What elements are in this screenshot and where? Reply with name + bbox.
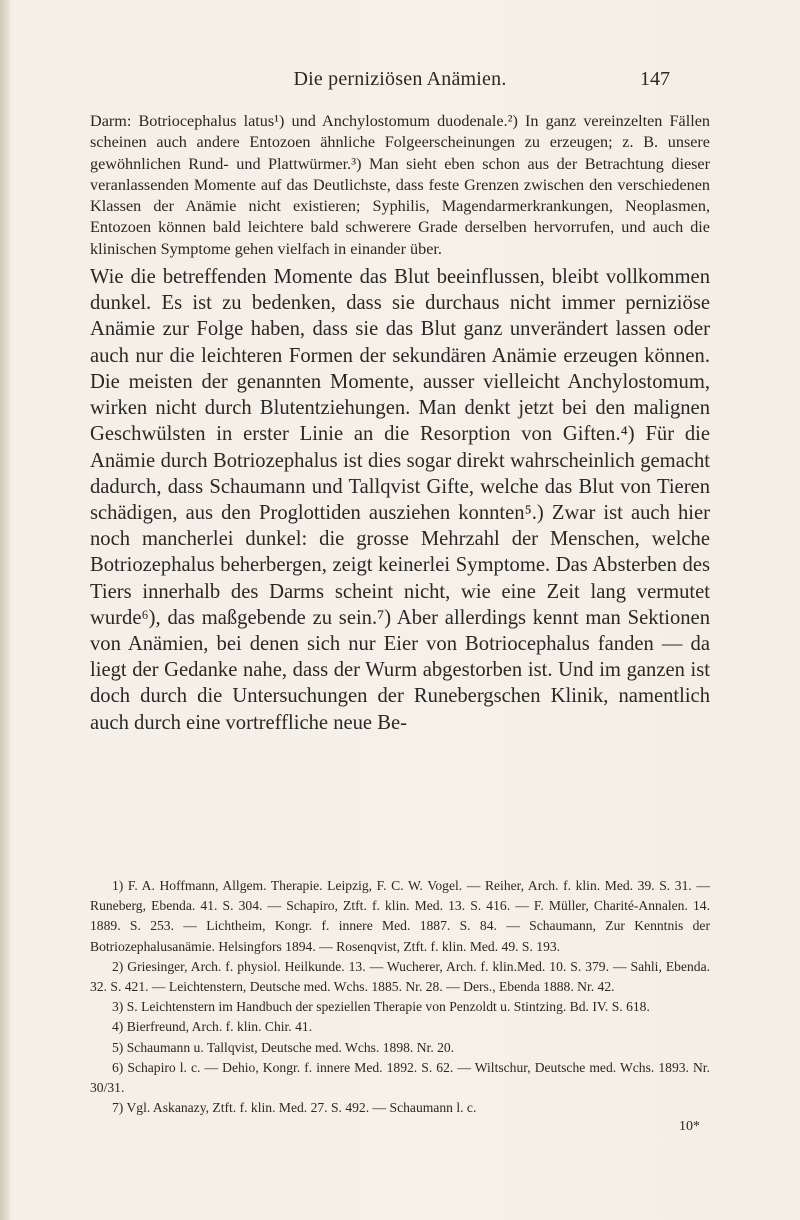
footnote-1: 1) F. A. Hoffmann, Allgem. Therapie. Leipzig, F. C. W. Vogel. — Reiher, Arch. f. klin. Med. 39. S. 31. — Runeberg, Ebenda. 41. S. 304. — Schapiro, Ztft. f. klin. Med. 13. S. 416. — F. Müller, Charité-Annalen. 14. 1889. S. 253. — Lichtheim, Kongr. f. innere Med. 1887. S. 84. — Schaumann, Zur Kenntnis der Botriozephalusanämie. Helsingfors 1894. — Rosenqvist, Ztft. f. klin. Med. 49. S. 193.	[90, 878, 710, 954]
footnote-5: 5) Schaumann u. Tallqvist, Deutsche med. Wchs. 1898. Nr. 20.	[112, 1039, 455, 1055]
paragraph-1: Darm: Botriocephalus latus¹) und Anchylostomum duodenale.²) In ganz vereinzelten Fällen scheinen auch andere Entozoen ähnliche Folgeerscheinungen zu erzeugen; z. B. unsere gewöhnlichen Rund- und Plattwürmer.³) Man sieht eben schon aus der Betrachtung dieser veranlassenden Momente auf das Deutlichste, dass feste Grenzen zwischen den verschiedenen Klassen der Anämie nicht existieren; Syphilis, Magendarmerkrankungen, Neoplasmen, Entozoen können bald leichtere bald schwerere Grade derselben hervorrufen, und auch die klinischen Symptome gehen vielfach in einander über.	[90, 112, 710, 258]
main-text	[90, 111, 710, 736]
footnote-4: 4) Bierfreund, Arch. f. klin. Chir. 41.	[112, 1019, 313, 1035]
footnote-7: 7) Vgl. Askanazy, Ztft. f. klin. Med. 27. S. 492. — Schaumann l. c.	[112, 1100, 477, 1116]
footnote-2: 2) Griesinger, Arch. f. physiol. Heilkunde. 13. — Wucherer, Arch. f. klin.Med. 10. S. 379. — Sahli, Ebenda. 32. S. 421. — Leichtenstern, Deutsche med. Wchs. 1885. Nr. 28. — Ders., Ebenda 1888. Nr. 42.	[90, 958, 710, 995]
page-header	[0, 68, 800, 98]
paragraph-2: Wie die betreffenden Momente das Blut beeinflussen, bleibt vollkommen dunkel. Es ist zu bedenken, dass sie durchaus nicht immer perniziöse Anämie zur Folge haben, dass sie das Blut ganz unverändert lassen oder auch nur die leichteren Formen der sekundären Anämie erzeugen können. Die meisten der genannten Momente, ausser vielleicht Anchylostomum, wirken nicht durch Blutentziehungen. Man denkt jetzt bei den malignen Geschwülsten in erster Linie an die Resorption von Giften.⁴) Für die Anämie durch Botriozephalus ist dies sogar direkt wahrscheinlich gemacht dadurch, dass Schaumann und Tallqvist Gifte, welche das Blut von Tieren schädigen, aus den Proglottiden ausziehen konnten⁵.) Zwar ist auch hier noch mancherlei dunkel: die grosse Mehrzahl der Menschen, welche Botriozephalus beherbergen, zeigt keinerlei Symptome. Das Absterben des Tiers innerhalb des Darms scheint nicht, wie eine Zeit lang vermutet wurde⁶), das maßgebende zu sein.⁷) Aber allerdings kennt man Sektionen von Anämien, bei denen sich nur Eier von Botriocephalus fanden — da liegt der Gedanke nahe, dass der Wurm abgestorben ist. Und im ganzen ist doch durch die Untersuchungen der Runebergschen Klinik, namentlich auch durch eine vortreffliche neue Be-	[90, 266, 710, 734]
signature-mark: 10*	[679, 1119, 700, 1135]
footnote-6: 6) Schapiro l. c. — Dehio, Kongr. f. innere Med. 1892. S. 62. — Wiltschur, Deutsche med. Wchs. 1893. Nr. 30/31.	[90, 1059, 710, 1096]
running-title: Die perniziösen Anämien.	[293, 68, 507, 90]
footnotes	[90, 876, 710, 1136]
page-number: 147	[640, 68, 670, 90]
page-gutter	[0, 0, 10, 1220]
footnote-3: 3) S. Leichtenstern im Handbuch der speziellen Therapie von Penzoldt u. Stintzing. Bd. IV. S. 618.	[112, 999, 650, 1015]
